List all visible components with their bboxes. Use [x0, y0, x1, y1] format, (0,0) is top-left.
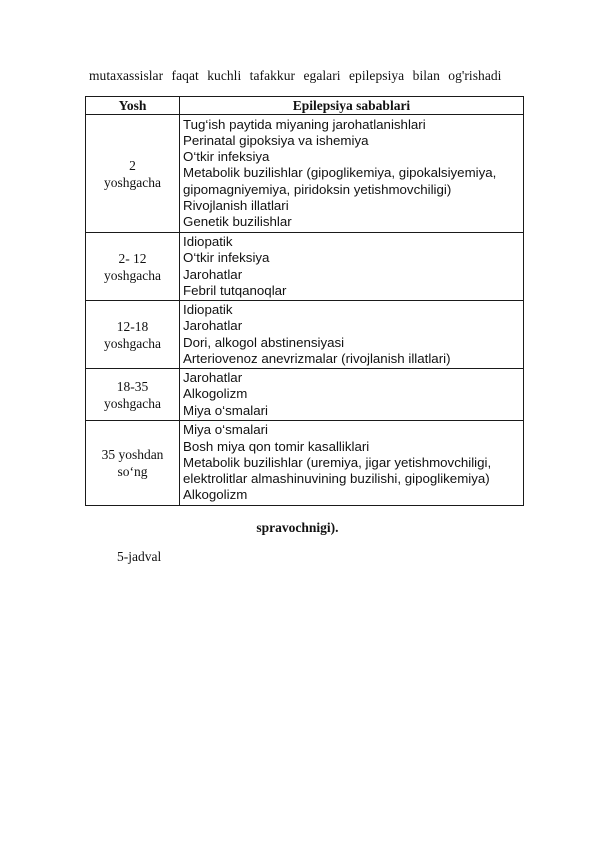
intro-text-line: mutaxassislar faqat kuchli tafakkur egalari epilepsiya bilan og'rishadi	[89, 68, 502, 83]
cause-item: Tug‘ish paytida miyaning jarohatlanishlari	[183, 116, 426, 132]
table-row	[86, 369, 524, 421]
causes-cell	[180, 115, 524, 233]
table-number-label: 5-jadval	[117, 549, 162, 564]
cause-item: Miya o‘smalari	[183, 402, 268, 418]
age-cell: 18-35 yoshgacha	[86, 369, 180, 421]
causes-cell	[180, 369, 524, 421]
cause-item: Alkogolizm	[183, 386, 248, 402]
cause-item: Rivojlanish illatlari	[183, 197, 289, 213]
age-cell: 2- 12 yoshgacha	[86, 233, 180, 301]
cause-item: Perinatal gipoksiya va ishemiya	[183, 132, 369, 148]
table-row	[86, 301, 524, 369]
cause-item: gipomagniyemiya, piridoksin yetishmovchiligi)	[183, 181, 452, 197]
table-source-caption: spravochnigi).	[256, 520, 339, 535]
cause-item: Jarohatlar	[183, 318, 243, 334]
cause-item: Dori, alkogol abstinensiyasi	[183, 334, 345, 350]
cause-item: Arteriovenoz anevrizmalar (rivojlanish illatlari)	[183, 350, 451, 366]
age-cell: 2 yoshgacha	[86, 115, 180, 233]
epilepsy-causes-table	[85, 96, 524, 506]
causes-cell	[180, 301, 524, 369]
cause-item: elektrolitlar almashinuvining buzilishi, gipoglikemiya)	[183, 471, 490, 487]
cause-item: O‘tkir infeksiya	[183, 149, 270, 165]
table-row	[86, 233, 524, 301]
header-age: Yosh	[86, 97, 180, 115]
cause-item: Genetik buzilishlar	[183, 214, 292, 229]
cause-item: O‘tkir infeksiya	[183, 250, 270, 266]
table-row	[86, 115, 524, 233]
cause-item: Metabolik buzilishlar (gipoglikemiya, gipokalsiyemiya,	[183, 165, 497, 181]
cause-item: Metabolik buzilishlar (uremiya, jigar yetishmovchiligi,	[183, 454, 492, 470]
causes-cell	[180, 421, 524, 506]
cause-item: Idiopatik	[183, 302, 233, 318]
age-cell: 12-18 yoshgacha	[86, 301, 180, 369]
age-cell: 35 yoshdan so‘ng	[86, 421, 180, 506]
cause-item: Miya o‘smalari	[183, 422, 268, 438]
header-causes: Epilepsiya sabablari	[180, 97, 524, 115]
causes-cell	[180, 233, 524, 301]
cause-item: Febril tutqanoqlar	[183, 282, 287, 298]
cause-item: Alkogolizm	[183, 487, 248, 503]
cause-item: Jarohatlar	[183, 370, 243, 386]
cause-item: Jarohatlar	[183, 266, 243, 282]
cause-item: Idiopatik	[183, 234, 233, 250]
table-row	[86, 421, 524, 506]
cause-item: Bosh miya qon tomir kasalliklari	[183, 438, 370, 454]
table-header-row	[86, 97, 524, 115]
